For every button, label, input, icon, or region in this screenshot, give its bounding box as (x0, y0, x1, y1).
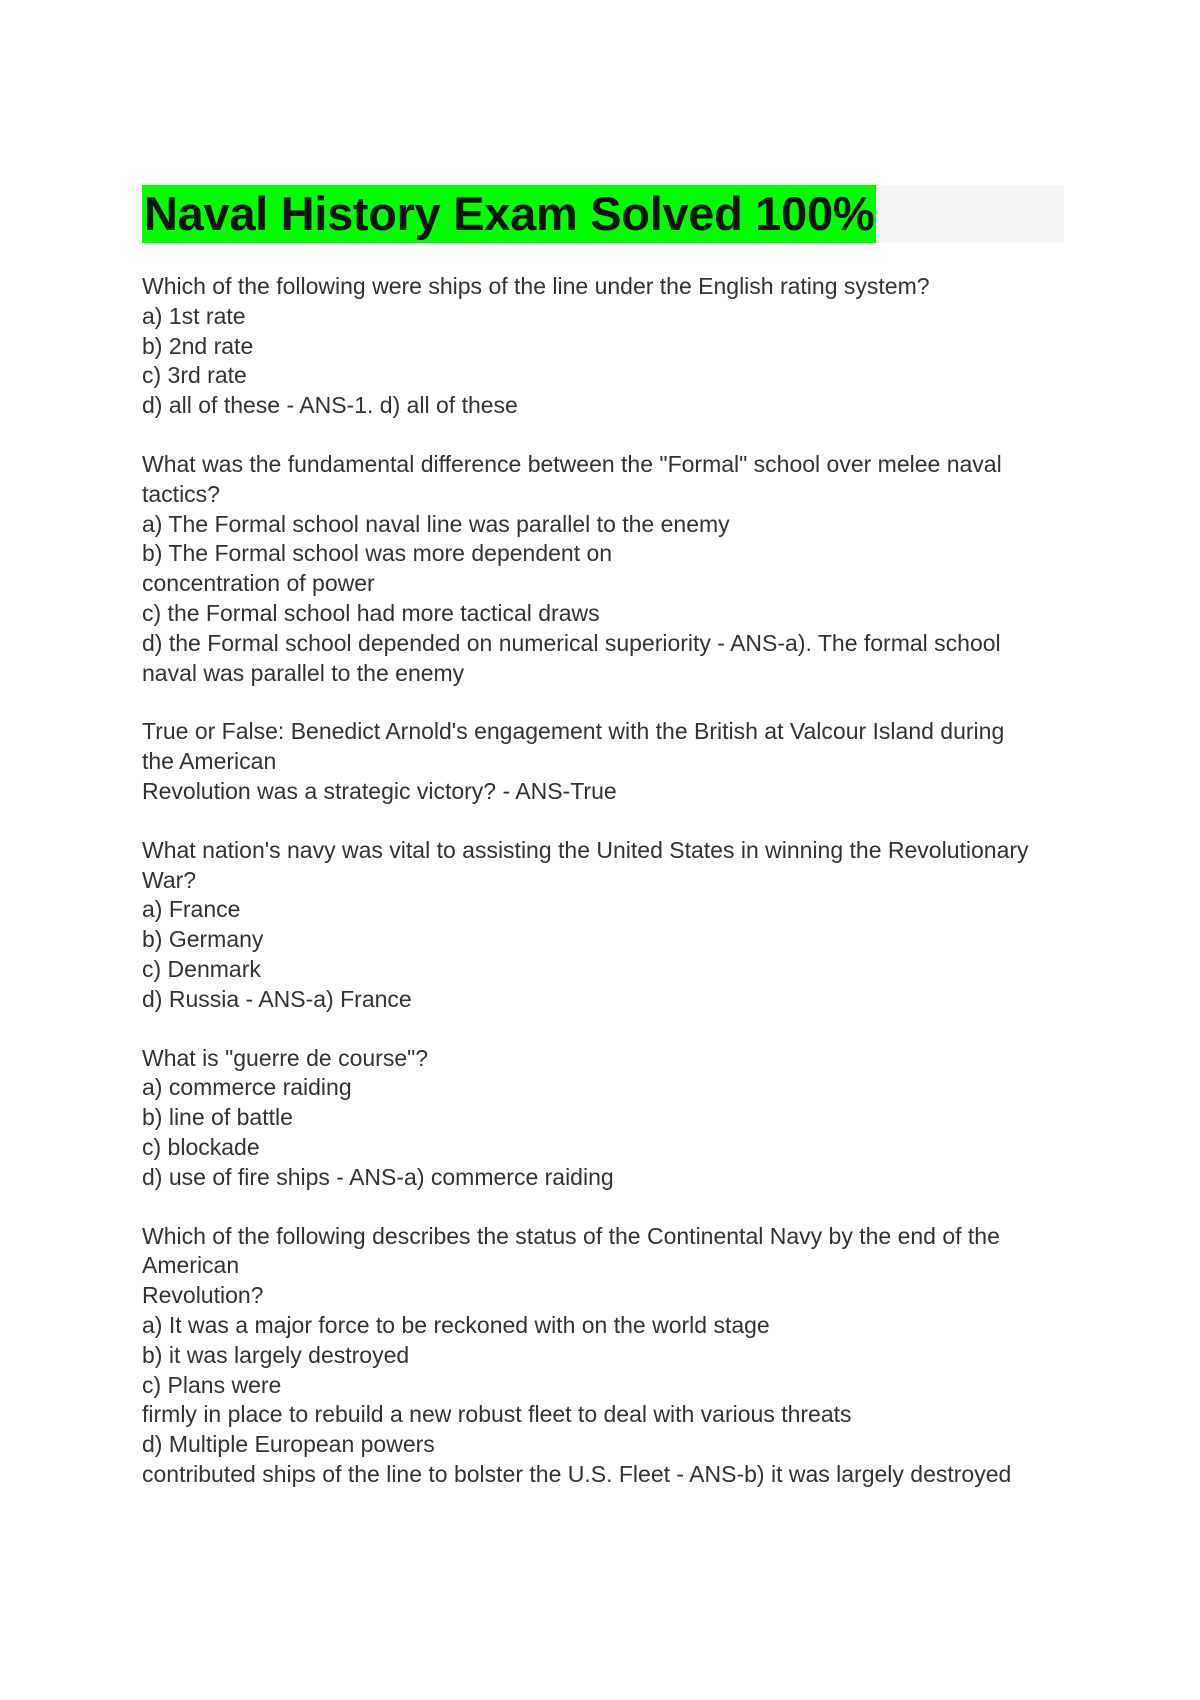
question-block-1 (142, 272, 1072, 421)
question-line: b) The Formal school was more dependent on (142, 540, 613, 567)
question-line: a) 1st rate (142, 302, 246, 329)
question-block-3 (142, 717, 1072, 806)
question-list (142, 272, 1072, 1519)
question-line: d) all of these - ANS-1. d) all of these (142, 392, 518, 419)
question-line: American (142, 1252, 240, 1279)
question-line: concentration of power (142, 570, 375, 597)
question-line: War? (142, 866, 197, 893)
question-block-2 (142, 450, 1072, 688)
question-line: a) The Formal school naval line was parallel to the enemy (142, 510, 730, 537)
question-line: What was the fundamental difference between the "Formal" school over melee naval (142, 450, 1002, 477)
question-line: What nation's navy was vital to assisting the United States in winning the Revolutionary (142, 836, 1029, 863)
question-line: c) the Formal school had more tactical draws (142, 599, 600, 626)
question-line: b) Germany (142, 926, 264, 953)
question-line: a) It was a major force to be reckoned with on the world stage (142, 1311, 770, 1338)
question-line: firmly in place to rebuild a new robust fleet to deal with various threats (142, 1401, 852, 1428)
question-line: the American (142, 748, 277, 775)
question-line: c) 3rd rate (142, 362, 247, 389)
question-line: d) Russia - ANS-a) France (142, 985, 412, 1012)
question-line: Revolution was a strategic victory? - ANS-True (142, 777, 617, 804)
question-line: contributed ships of the line to bolster the U.S. Fleet - ANS-b) it was largely destroyed (142, 1460, 1012, 1487)
question-line: naval was parallel to the enemy (142, 659, 465, 686)
question-line: Which of the following were ships of the line under the English rating system? (142, 273, 930, 299)
question-line: b) 2nd rate (142, 332, 254, 359)
question-line: Revolution? (142, 1282, 264, 1309)
question-line: c) Denmark (142, 955, 261, 982)
question-block-6 (142, 1222, 1072, 1490)
question-line: b) it was largely destroyed (142, 1341, 410, 1368)
question-line: d) use of fire ships - ANS-a) commerce raiding (142, 1163, 614, 1190)
question-line: a) France (142, 896, 241, 923)
question-line: b) line of battle (142, 1104, 293, 1131)
question-line: d) Multiple European powers (142, 1431, 435, 1458)
question-line: d) the Formal school depended on numerical superiority - ANS-a). The formal school (142, 629, 1001, 656)
question-line: True or False: Benedict Arnold's engagement with the British at Valcour Island during (142, 718, 1005, 745)
question-line: c) Plans were (142, 1371, 282, 1398)
question-block-4 (142, 836, 1072, 1015)
question-line: tactics? (142, 480, 220, 507)
question-block-5 (142, 1044, 1072, 1193)
question-line: c) blockade (142, 1133, 260, 1160)
question-line: Which of the following describes the status of the Continental Navy by the end of the (142, 1222, 1000, 1249)
question-line: What is "guerre de course"? (142, 1044, 429, 1071)
question-line: a) commerce raiding (142, 1074, 352, 1101)
document-title: Naval History Exam Solved 100% (142, 185, 876, 243)
